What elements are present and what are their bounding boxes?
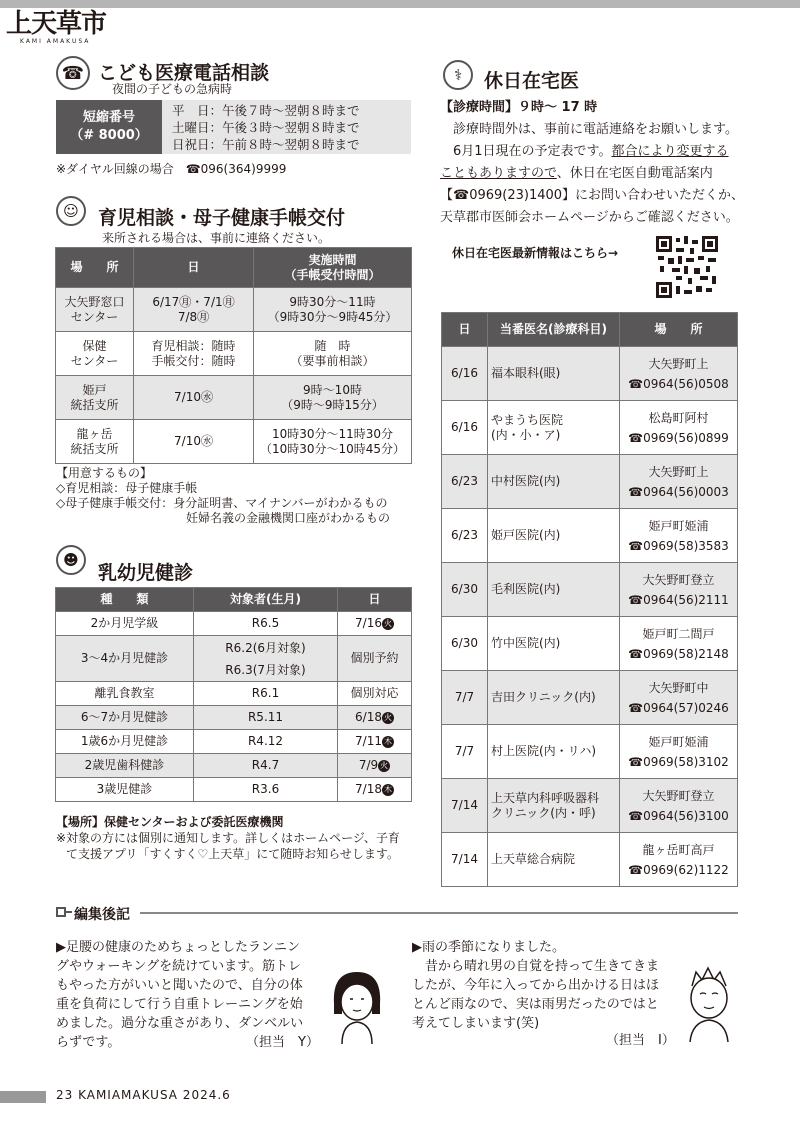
top-bar xyxy=(0,0,800,8)
duty-doctor: 村上医院(内・リハ) xyxy=(488,725,620,779)
kyujitsu-p1: 診療時間外は、事前に電話連絡をお願いします。 xyxy=(453,122,738,137)
nyuyoji-target: R4.12 xyxy=(194,730,338,754)
table-row xyxy=(442,509,738,563)
duty-doctor: 姫戸医院(内) xyxy=(488,509,620,563)
table-row xyxy=(56,636,412,682)
duty-date: 6/16 xyxy=(442,401,488,455)
nyuyoji-date-text: 7/18 xyxy=(355,782,382,796)
duty-phone: ☎0969(58)3583 xyxy=(628,538,729,553)
table-row xyxy=(442,563,738,617)
ikuji-time: 10時30分～11時30分 （10時30分～10時45分） xyxy=(254,420,412,464)
kyujitsu-title: 休日在宅医 xyxy=(484,70,580,92)
ikuji-time: 9時～10時 （9時～9時15分） xyxy=(254,376,412,420)
kyujitsu-header-date: 日 xyxy=(442,313,488,347)
table-row xyxy=(56,682,412,706)
nyuyoji-table xyxy=(55,587,412,802)
henshu-right-line: したが、今年に入ってから出かける日はほ xyxy=(412,978,660,993)
duty-date: 6/30 xyxy=(442,617,488,671)
henshu-right-line: とんど雨なので、実は雨男だったのではと xyxy=(412,997,659,1012)
ikuji-place: 保健 センター xyxy=(56,332,134,376)
nyuyoji-date xyxy=(338,730,412,754)
duty-location: 姫戸町姫浦 xyxy=(648,518,709,533)
dial-note: ※ダイヤル回線の場合 ☎096(364)9999 xyxy=(56,162,287,176)
duty-phone: ☎0964(56)0508 xyxy=(628,376,729,391)
duty-place xyxy=(620,509,738,563)
table-row xyxy=(442,779,738,833)
duty-place xyxy=(620,833,738,887)
nyuyoji-kind: 3歳児健診 xyxy=(56,778,194,802)
nyuyoji-target xyxy=(194,636,338,682)
city-logo-sub: KAMI AMAKUSA xyxy=(20,38,91,45)
duty-date: 7/7 xyxy=(442,671,488,725)
duty-phone: ☎0964(57)0246 xyxy=(628,700,729,715)
kyujitsu-p4: 天草郡市医師会ホームページからご確認ください。 xyxy=(440,210,739,225)
short-number-label: 短縮番号 xyxy=(82,110,135,125)
henshu-title: 編集後記 xyxy=(74,907,130,923)
duty-phone: ☎0964(56)2111 xyxy=(628,592,729,607)
ikuji-table xyxy=(55,247,412,464)
duty-phone: ☎0969(58)3102 xyxy=(628,754,729,769)
duty-doctor: 上天草総合病院 xyxy=(488,833,620,887)
kyujitsu-hours: 【診療時間】９時～ 17 時 xyxy=(440,100,598,115)
duty-phone: ☎0969(62)1122 xyxy=(628,862,729,877)
weekday-badge: 木 xyxy=(383,737,392,746)
table-row xyxy=(56,288,412,332)
duty-phone: ☎0964(56)3100 xyxy=(628,808,729,823)
henshu-left-line: 重を負荷にして行う自重トレーニングを始 xyxy=(56,997,303,1012)
kyujitsu-p3: 【☎0969(23)1400】にお問い合わせいただくか、 xyxy=(440,188,745,203)
kyujitsu-table xyxy=(441,312,738,887)
nyuyoji-date xyxy=(338,754,412,778)
nyuyoji-target-line: R6.2(6月対象) xyxy=(225,640,306,655)
nyuyoji-date-text: 7/9 xyxy=(358,758,379,772)
henshu-left-line: らずです。 xyxy=(56,1035,121,1050)
duty-date: 7/7 xyxy=(442,725,488,779)
kodomo-hours xyxy=(162,100,411,154)
nyuyoji-target: R3.6 xyxy=(194,778,338,802)
table-row xyxy=(56,730,412,754)
table-row xyxy=(56,420,412,464)
ikuji-header-place: 場 所 xyxy=(56,248,134,288)
short-number-value: （# 8000） xyxy=(70,128,148,143)
duty-place xyxy=(620,671,738,725)
duty-doctor: 福本眼科(眼) xyxy=(488,347,620,401)
table-row xyxy=(56,332,412,376)
duty-doctor: 毛利医院(内) xyxy=(488,563,620,617)
weekday-badge: 木 xyxy=(383,785,392,794)
ikuji-header-time: 実施時間 （手帳受付時間） xyxy=(254,248,412,288)
hours-saturday: 土曜日：午後３時～翌朝８時まで xyxy=(172,120,360,135)
ikuji-date: 6/17㊊・7/1㊊ 7/8㊊ xyxy=(134,288,254,332)
phone-icon: ☎ xyxy=(56,56,90,90)
nyuyoji-note-1: ※対象の方には個別に通知します。詳しくはホームページ、子育 xyxy=(56,831,400,845)
city-logo: 上天草市 xyxy=(6,9,107,39)
nyuyoji-note-2: て支援アプリ「すくすく♡上天草」にて随時お知らせします。 xyxy=(66,847,399,861)
ikuji-date: 7/10㊌ xyxy=(134,420,254,464)
kyujitsu-p2-underline: 都合により変更する xyxy=(611,144,729,159)
table-row xyxy=(442,833,738,887)
nyuyoji-header-target: 対象者(生月) xyxy=(194,588,338,612)
duty-place xyxy=(620,347,738,401)
needs-item: 妊婦名義の金融機関口座がわかるもの xyxy=(186,511,391,525)
nyuyoji-date-text: 7/11 xyxy=(355,734,382,748)
duty-location: 龍ヶ岳町高戸 xyxy=(642,842,715,857)
ikuji-title: 育児相談・母子健康手帳交付 xyxy=(98,207,346,229)
duty-place xyxy=(620,725,738,779)
table-row xyxy=(56,778,412,802)
nyuyoji-date xyxy=(338,612,412,636)
duty-location: 大矢野町登立 xyxy=(642,788,715,803)
footer-bar xyxy=(0,1091,46,1103)
duty-date: 7/14 xyxy=(442,833,488,887)
hours-holiday: 日祝日：午前８時～翌朝８時まで xyxy=(172,137,360,152)
duty-date: 6/30 xyxy=(442,563,488,617)
needs-item: ◇母子健康手帳交付：身分証明書、マイナンバーがわかるもの xyxy=(56,496,388,510)
nyuyoji-kind: 離乳食教室 xyxy=(56,682,194,706)
duty-date: 6/23 xyxy=(442,455,488,509)
ikuji-place: 大矢野窓口 センター xyxy=(56,288,134,332)
nyuyoji-target: R6.1 xyxy=(194,682,338,706)
nyuyoji-kind: 1歳6か月児健診 xyxy=(56,730,194,754)
table-row xyxy=(442,455,738,509)
henshu-left-line: グやウォーキングを続けています。筋トレ xyxy=(56,959,302,974)
nyuyoji-target-line: R6.3(7月対象) xyxy=(225,662,306,677)
kyujitsu-p2-text: 6月1日現在の予定表です。 xyxy=(453,144,612,159)
needs-item: ◇育児相談：母子健康手帳 xyxy=(56,481,198,495)
qr-code-icon[interactable] xyxy=(656,236,718,298)
divider xyxy=(66,911,72,913)
henshu-right-line: 考えてしまいます(笑) xyxy=(412,1016,540,1031)
short-number-box xyxy=(56,100,162,154)
nyuyoji-place-note: 【場所】保健センターおよび委託医療機関 xyxy=(56,815,284,829)
kyujitsu-header-place: 場 所 xyxy=(620,313,738,347)
table-row xyxy=(56,706,412,730)
hours-weekday: 平 日：午後７時～翌朝８時まで xyxy=(172,103,360,118)
table-row xyxy=(442,347,738,401)
footer-text: 23 KAMIAMAKUSA 2024.6 xyxy=(56,1088,231,1102)
duty-location: 松島町阿村 xyxy=(648,410,709,425)
henshu-right-sign: （担当 I） xyxy=(606,1033,675,1048)
duty-doctor: やまうち医院 (内・小・ア) xyxy=(488,401,620,455)
duty-doctor: 中村医院(内) xyxy=(488,455,620,509)
weekday-badge: 火 xyxy=(383,713,392,722)
nyuyoji-kind: 2歳児歯科健診 xyxy=(56,754,194,778)
henshu-left-line: ▶足腰の健康のためちょっとしたランニン xyxy=(56,940,300,955)
square-icon xyxy=(56,907,66,917)
duty-date: 6/23 xyxy=(442,509,488,563)
duty-date: 7/14 xyxy=(442,779,488,833)
author-y-illustration xyxy=(322,964,392,1048)
kyujitsu-p2d-text: 、休日在宅医自動電話案内 xyxy=(556,166,713,181)
doctor-icon: ⚕ xyxy=(443,60,473,90)
kyujitsu-p2c-underline: こともありますので xyxy=(440,166,557,181)
henshu-right-line: 昔から晴れ男の自覚を持って生きてきま xyxy=(412,959,660,974)
nyuyoji-date-text: 6/18 xyxy=(355,710,382,724)
kyujitsu-header-name: 当番医名(診療科目) xyxy=(488,313,620,347)
duty-doctor: 上天草内科呼吸器科 クリニック(内・呼) xyxy=(488,779,620,833)
duty-phone: ☎0964(56)0003 xyxy=(628,484,729,499)
weekday-badge: 火 xyxy=(380,761,389,770)
nyuyoji-date xyxy=(338,778,412,802)
kyujitsu-p2-cont xyxy=(440,164,713,183)
ikuji-place: 龍ヶ岳 統括支所 xyxy=(56,420,134,464)
qr-label: 休日在宅医最新情報はこちら→ xyxy=(452,246,619,260)
henshu-left-line: もやった方がいいと聞いたので、自分の体 xyxy=(56,978,303,993)
ikuji-header-date: 日 xyxy=(134,248,254,288)
nyuyoji-kind: 6～7か月児健診 xyxy=(56,706,194,730)
table-row xyxy=(442,617,738,671)
nyuyoji-header-kind: 種 類 xyxy=(56,588,194,612)
duty-doctor: 吉田クリニック(内) xyxy=(488,671,620,725)
nyuyoji-kind: 2か月児学級 xyxy=(56,612,194,636)
ikuji-place: 姫戸 統括支所 xyxy=(56,376,134,420)
nyuyoji-target: R6.5 xyxy=(194,612,338,636)
ikuji-time: 9時30分～11時 （9時30分～9時45分） xyxy=(254,288,412,332)
baby-icon: ☺ xyxy=(56,196,86,226)
table-row xyxy=(442,671,738,725)
nyuyoji-target: R4.7 xyxy=(194,754,338,778)
duty-place xyxy=(620,779,738,833)
henshu-rule xyxy=(140,912,738,914)
kyujitsu-p2 xyxy=(453,142,729,161)
ikuji-time: 随 時 （要事前相談） xyxy=(254,332,412,376)
ikuji-subtitle: 来所される場合は、事前に連絡ください。 xyxy=(102,231,331,245)
duty-location: 大矢野町上 xyxy=(648,464,709,479)
kodomo-subtitle: 夜間の子どもの急病時 xyxy=(112,82,233,96)
henshu-left-sign: （担当 Y） xyxy=(246,1035,319,1050)
table-row xyxy=(442,725,738,779)
weekday-badge: 火 xyxy=(383,619,392,628)
ikuji-date: 育児相談：随時 手帳交付：随時 xyxy=(134,332,254,376)
nyuyoji-date: 個別対応 xyxy=(338,682,412,706)
duty-place xyxy=(620,563,738,617)
duty-location: 大矢野町上 xyxy=(648,356,709,371)
nyuyoji-kind: 3～4か月児健診 xyxy=(56,636,194,682)
duty-date: 6/16 xyxy=(442,347,488,401)
duty-location: 大矢野町中 xyxy=(648,680,709,695)
author-i-illustration xyxy=(676,962,742,1046)
duty-phone: ☎0969(56)0899 xyxy=(628,430,729,445)
duty-place xyxy=(620,401,738,455)
nyuyoji-date xyxy=(338,706,412,730)
table-row xyxy=(56,612,412,636)
table-row xyxy=(56,376,412,420)
henshu-right-line: ▶雨の季節になりました。 xyxy=(412,940,565,955)
duty-doctor: 竹中医院(内) xyxy=(488,617,620,671)
nyuyoji-header-date: 日 xyxy=(338,588,412,612)
duty-phone: ☎0969(58)2148 xyxy=(628,646,729,661)
table-row xyxy=(442,401,738,455)
henshu-right xyxy=(412,938,659,1033)
duty-location: 姫戸町二間戸 xyxy=(642,626,715,641)
ikuji-date: 7/10㊌ xyxy=(134,376,254,420)
nyuyoji-date: 個別予約 xyxy=(338,636,412,682)
duty-location: 大矢野町登立 xyxy=(642,572,715,587)
henshu-left-line: めました。過分な重さがあり、ダンベルい xyxy=(56,1016,304,1031)
child-icon: ☻ xyxy=(56,545,86,575)
duty-place xyxy=(620,455,738,509)
table-row xyxy=(56,754,412,778)
kodomo-title: こども医療電話相談 xyxy=(98,62,270,84)
nyuyoji-date-text: 7/16 xyxy=(355,616,382,630)
nyuyoji-title: 乳幼児健診 xyxy=(98,562,194,584)
duty-place xyxy=(620,617,738,671)
duty-location: 姫戸町姫浦 xyxy=(648,734,709,749)
nyuyoji-target: R5.11 xyxy=(194,706,338,730)
needs-title: 【用意するもの】 xyxy=(56,466,153,480)
